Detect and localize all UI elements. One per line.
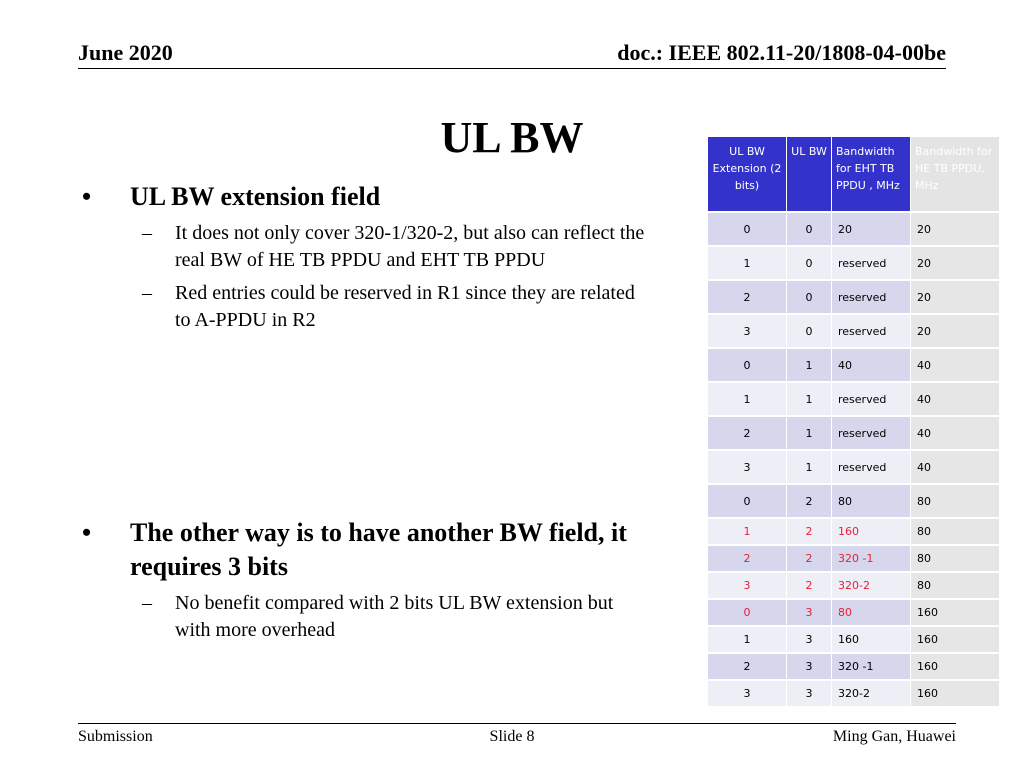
table-row — [708, 546, 1000, 573]
table-cell: 1 — [708, 519, 787, 546]
table-cell: 1 — [787, 451, 832, 485]
table-row — [708, 213, 1000, 247]
table-cell: 80 — [911, 519, 1000, 546]
table-cell: 0 — [708, 485, 787, 519]
bullet-text: UL BW extension field — [130, 182, 381, 211]
table-cell: 160 — [832, 519, 911, 546]
dash-icon: – — [142, 222, 152, 244]
table-cell: 3 — [708, 573, 787, 600]
table-cell: 2 — [708, 281, 787, 315]
bullet-block-1 — [82, 180, 662, 334]
footer-submission: Submission — [78, 728, 153, 745]
table-cell: 40 — [911, 349, 1000, 383]
table-cell: 80 — [911, 485, 1000, 519]
table-cell: 20 — [832, 213, 911, 247]
table-cell: reserved — [832, 247, 911, 281]
table-cell: 40 — [832, 349, 911, 383]
table-cell: 20 — [911, 213, 1000, 247]
table-row — [708, 383, 1000, 417]
bullet-item — [82, 180, 662, 214]
table-row — [708, 417, 1000, 451]
table-cell: 40 — [911, 417, 1000, 451]
header-doc-id: doc.: IEEE 802.11-20/1808-04-00be — [617, 40, 946, 65]
table-row — [708, 600, 1000, 627]
sub-bullet-text: Red entries could be reserved in R1 since they are related to A-PPDU in R2 — [175, 282, 635, 331]
footer-slide-number: Slide 8 — [489, 728, 535, 745]
table-cell: 1 — [787, 383, 832, 417]
table-cell: 3 — [708, 451, 787, 485]
table-cell: 3 — [787, 600, 832, 627]
bullet-text: The other way is to have another BW field, it requires 3 bits — [130, 518, 627, 581]
table-cell: 80 — [911, 573, 1000, 600]
column-header: UL BW — [787, 137, 832, 213]
sub-bullet — [142, 590, 662, 644]
bullet-item — [82, 516, 662, 584]
header-date: June 2020 — [78, 40, 173, 65]
table-cell: 320 -1 — [832, 546, 911, 573]
table-cell: reserved — [832, 315, 911, 349]
table-body — [708, 213, 1000, 708]
sub-bullet-text: It does not only cover 320-1/320-2, but also can reflect the real BW of HE TB PPDU and EHT TB PPDU — [175, 222, 645, 271]
table-cell: 0 — [708, 349, 787, 383]
table-cell: 320-2 — [832, 681, 911, 708]
table-cell: 2 — [787, 519, 832, 546]
sub-bullet — [142, 280, 662, 334]
table-row — [708, 247, 1000, 281]
column-header: Bandwidth for HE TB PPDU, MHz — [911, 137, 1000, 213]
table-cell: 0 — [787, 213, 832, 247]
column-header: Bandwidth for EHT TB PPDU , MHz — [832, 137, 911, 213]
table-cell: 3 — [787, 681, 832, 708]
table-row — [708, 315, 1000, 349]
table-cell: 80 — [832, 600, 911, 627]
table-cell: 0 — [708, 600, 787, 627]
table-cell: 160 — [911, 627, 1000, 654]
table-cell: reserved — [832, 451, 911, 485]
table-cell: 160 — [832, 627, 911, 654]
table-cell: 1 — [708, 383, 787, 417]
table-row — [708, 451, 1000, 485]
table-cell: 320 -1 — [832, 654, 911, 681]
table-header-row — [708, 137, 1000, 213]
bullet-dot-icon: • — [82, 182, 92, 211]
table-cell: 2 — [787, 485, 832, 519]
table-cell: 0 — [787, 281, 832, 315]
table-cell: 0 — [787, 315, 832, 349]
table-cell: 20 — [911, 247, 1000, 281]
table-cell: 40 — [911, 451, 1000, 485]
table-cell: 160 — [911, 654, 1000, 681]
table-cell: 20 — [911, 281, 1000, 315]
table-row — [708, 485, 1000, 519]
table-cell: 320-2 — [832, 573, 911, 600]
table-row — [708, 281, 1000, 315]
table-cell: 3 — [787, 654, 832, 681]
table-row — [708, 349, 1000, 383]
table-row — [708, 519, 1000, 546]
table-cell: 2 — [708, 417, 787, 451]
dash-icon: – — [142, 592, 152, 614]
bullet-dot-icon: • — [82, 518, 92, 547]
ul-bw-table — [708, 137, 1000, 708]
table-cell: 3 — [787, 627, 832, 654]
table-cell: 2 — [787, 546, 832, 573]
table-cell: reserved — [832, 281, 911, 315]
table-cell: 1 — [708, 247, 787, 281]
table-cell: 3 — [708, 681, 787, 708]
bullet-block-2 — [82, 516, 662, 644]
sub-bullet-text: No benefit compared with 2 bits UL BW extension but with more overhead — [175, 592, 614, 641]
table-cell: 3 — [708, 315, 787, 349]
table-row — [708, 654, 1000, 681]
table-row — [708, 627, 1000, 654]
slide-title: UL BW — [440, 113, 584, 162]
table-cell: 160 — [911, 681, 1000, 708]
sub-bullet — [142, 220, 662, 274]
table-cell: 40 — [911, 383, 1000, 417]
header-divider — [78, 68, 946, 69]
table-row — [708, 573, 1000, 600]
table-cell: 80 — [911, 546, 1000, 573]
table-cell: 160 — [911, 600, 1000, 627]
table-cell: 80 — [832, 485, 911, 519]
dash-icon: – — [142, 282, 152, 304]
table-row — [708, 681, 1000, 708]
table-cell: 1 — [708, 627, 787, 654]
column-header: UL BW Extension (2 bits) — [708, 137, 787, 213]
table-cell: 2 — [708, 654, 787, 681]
table-cell: 2 — [787, 573, 832, 600]
table-cell: 0 — [708, 213, 787, 247]
table-cell: 1 — [787, 349, 832, 383]
table-cell: 0 — [787, 247, 832, 281]
footer-divider — [78, 723, 956, 724]
footer-author: Ming Gan, Huawei — [832, 728, 956, 745]
table-cell: 2 — [708, 546, 787, 573]
table-cell: reserved — [832, 383, 911, 417]
table-cell: 20 — [911, 315, 1000, 349]
table-cell: 1 — [787, 417, 832, 451]
table-cell: reserved — [832, 417, 911, 451]
